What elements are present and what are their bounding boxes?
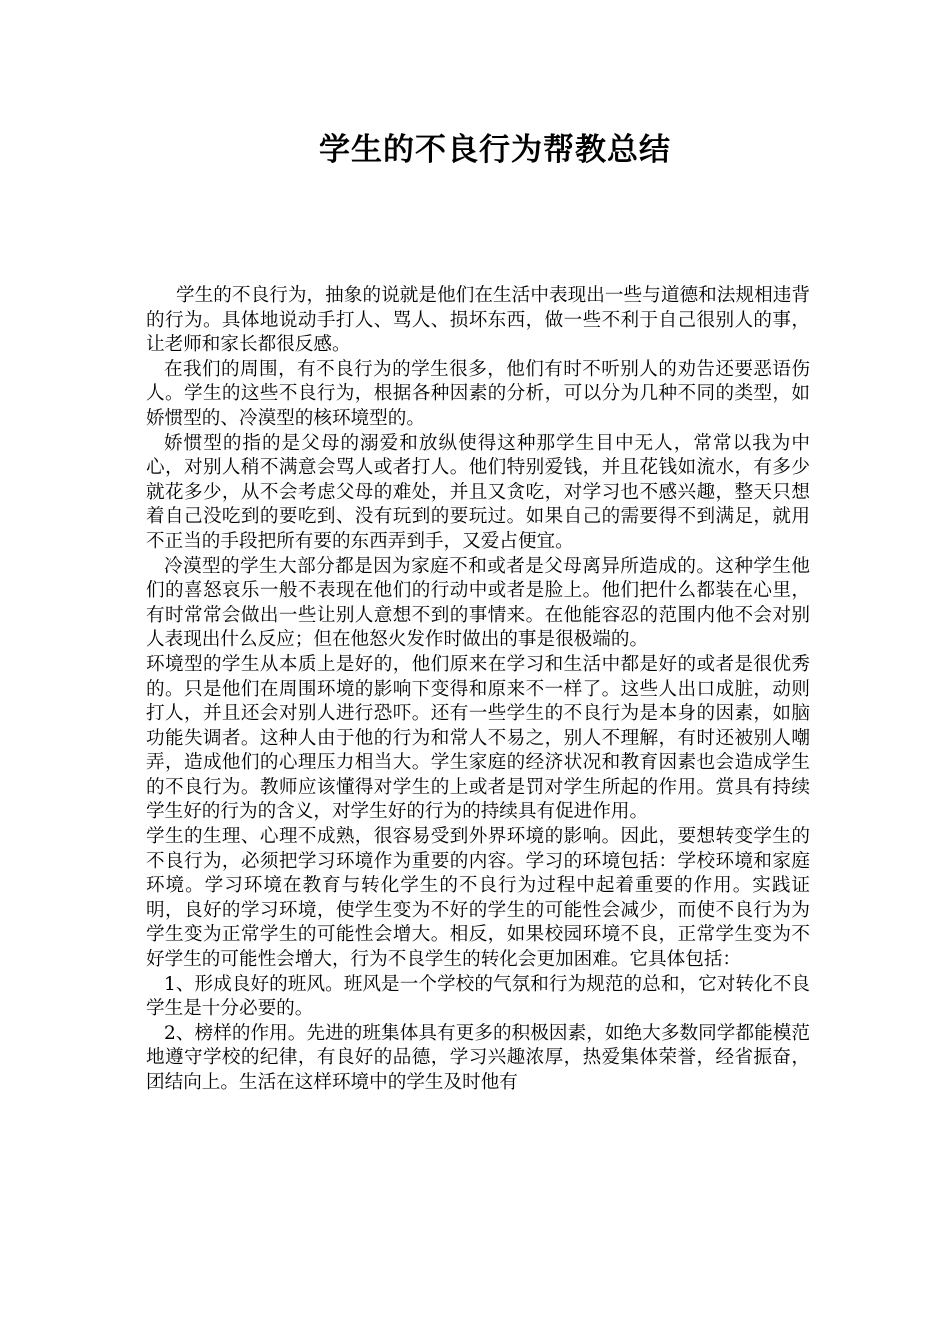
paragraph-types: 在我们的周围，有不良行为的学生很多，他们有时不听别人的劝告还要恶语伤人。学生的这些不良行为，根据各种因素的分析，可以分为几种不同的类型，如娇惯型的、冷漠型的核环境型的。	[146, 358, 810, 429]
paragraph-indifferent-type: 冷漠型的学生大部分都是因为家庭不和或者是父母离异所造成的。这种学生他们的喜怒哀乐一般不表现在他们的行动中或者是脸上。他们把什么都装在心里，有时常常会做出一些让别人意想不到的事情来。在他能容忍的范围内他不会对别人表现出什么反应；但在他怒火发作时做出的事是很极端的。	[146, 555, 810, 651]
paragraph-spoiled-type: 娇惯型的指的是父母的溺爱和放纵使得这种那学生目中无人，常常以我为中心，对别人稍不满意会骂人或者打人。他们特别爱钱，并且花钱如流水，有多少就花多少，从不会考虑父母的难处，并且又贪吃，对学习也不感兴趣，整天只想着自己没吃到的要吃到、没有玩到的要玩过。如果自己的需要得不到满足，就用不正当的手段把所有要的东西弄到手，又爱占便宜。	[146, 432, 810, 552]
paragraph-intro: 学生的不良行为，抽象的说就是他们在生活中表现出一些与道德和法规相违背的行为。具体地说动手打人、骂人、损坏东西，做一些不利于自己很别人的事，让老师和家长都很反感。	[146, 285, 810, 356]
paragraph-item-role-model: 2、榜样的作用。先进的班集体具有更多的积极因素，如绝大多数同学都能模范地遵守学校的纪律，有良好的品德，学习兴趣浓厚，热爱集体荣誉，经省振奋，团结向上。生活在这样环境中的学生及时他有	[146, 1022, 810, 1093]
paragraph-learning-environment: 学生的生理、心理不成熟，很容易受到外界环境的影响。因此，要想转变学生的不良行为，必须把学习环境作为重要的内容。学习的环境包括：学校环境和家庭环境。学习环境在教育与转化学生的不良行为过程中起着重要的作用。实践证明，良好的学习环境，使学生变为不好的学生的可能性会减少，而使不良行为为学生变为正常学生的可能性会增大。相反，如果校园环境不良，正常学生变为不好学生的可能性会增大，行为不良学生的转化会更加困难。它具体包括：	[146, 826, 810, 971]
document-body	[146, 284, 810, 1096]
paragraph-environment-type: 环境型的学生从本质上是好的，他们原来在学习和生活中都是好的或者是很优秀的。只是他们在周围环境的影响下变得和原来不一样了。这些人出口成脏，动则打人，并且还会对别人进行恐吓。还有一些学生的不良行为是本身的因素，如脑功能失调者。这种人由于他的行为和常人不易之，别人不理解，有时还被别人嘲弄，造成他们的心理压力相当大。学生家庭的经济状况和教育因素也会造成学生的不良行为。教师应该懂得对学生的上或者是罚对学生所起的作用。赏具有持续学生好的行为的含义，对学生好的行为的持续具有促进作用。	[146, 653, 810, 823]
paragraph-item-class-atmosphere: 1、形成良好的班风。班风是一个学校的气氛和行为规范的总和，它对转化不良学生是十分必要的。	[146, 973, 810, 1020]
document-title: 学生的不良行为帮教总结	[319, 132, 671, 168]
